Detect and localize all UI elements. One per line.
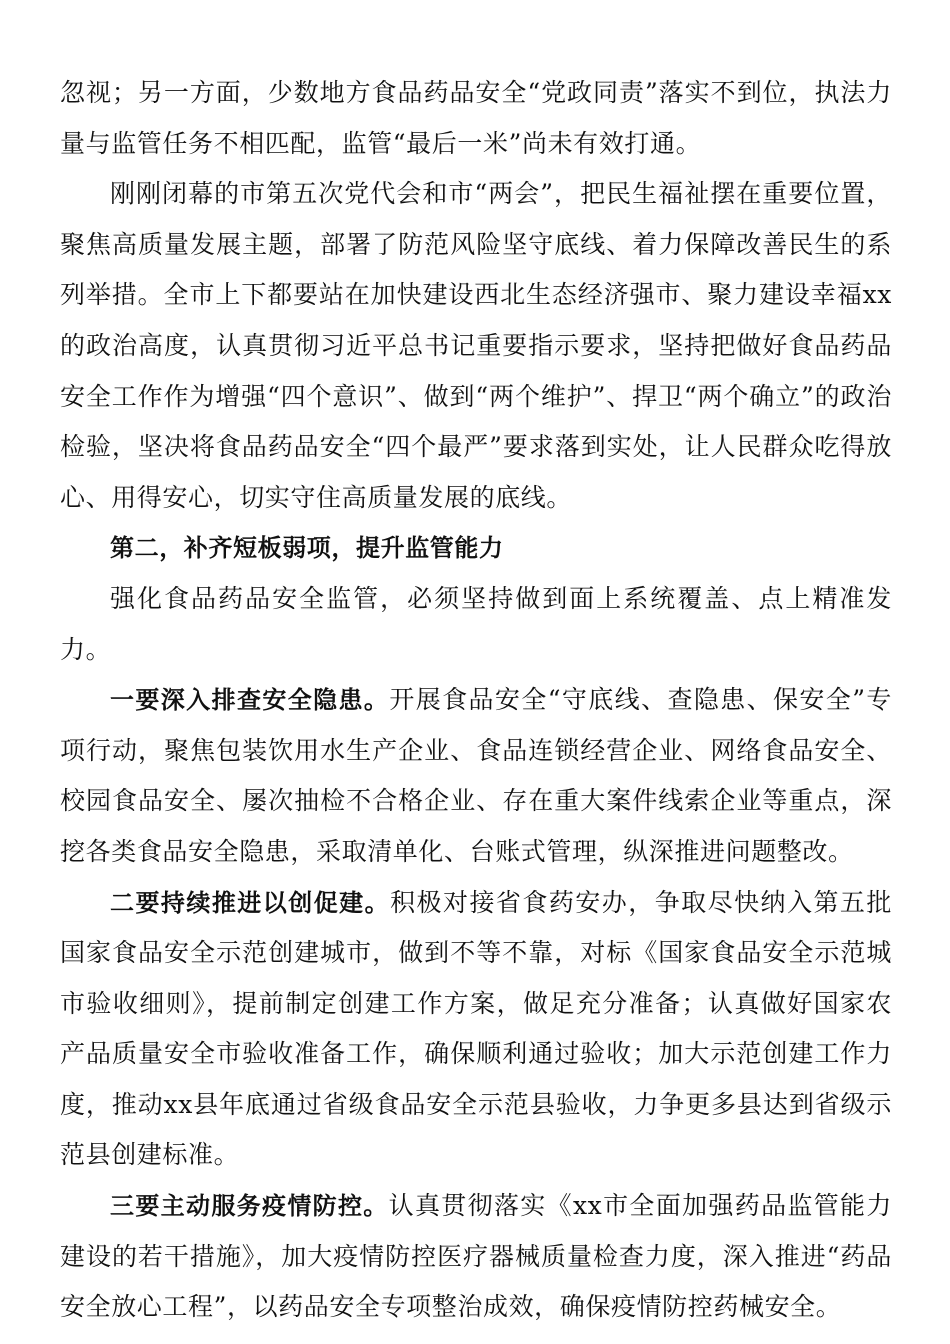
paragraph-party-congress: 刚刚闭幕的市第五次党代会和市“两会”，把民生福祉摆在重要位置，聚焦高质量发展主题，部署了防范风险坚守底线、着力保障改善民生的系列举措。全市上下都要站在加快建设西北生态经济强市、聚力建设幸福xx的政治高度，认真贯彻习近平总书记重要指示要求，坚持把做好食品药品安全工作作为增强“四个意识”、做到“两个维护”、捍卫“两个确立”的政治检验，坚决将食品药品安全“四个最严”要求落到实处，让人民群众吃得放心、用得安心，切实守住高质量发展的底线。: [60, 179, 892, 512]
item-three-lead: 三要主动服务疫情防控。: [110, 1192, 389, 1221]
section-heading-second: 第二，补齐短板弱项，提升监管能力: [110, 534, 504, 563]
item-two-body: 积极对接省食药安办，争取尽快纳入第五批国家食品安全示范创建城市，做到不等不靠，对标《国家食品安全示范城市验收细则》，提前制定创建工作方案，做足充分准备；认真做好国家农产品质量安全市验收准备工作，确保顺利通过验收；加大示范创建工作力度，推动xx县年底通过省级食品安全示范县验收，力争更多县达到省级示范县创建标准。: [60, 887, 892, 1170]
document-page: [60, 68, 892, 1333]
paragraph-supervision-intro: 强化食品药品安全监管，必须坚持做到面上系统覆盖、点上精准发力。: [60, 583, 892, 664]
item-one-body: 开展食品安全“守底线、查隐患、保安全”专项行动，聚焦包装饮用水生产企业、食品连锁经营企业、网络食品安全、校园食品安全、屡次抽检不合格企业、存在重大案件线索企业等重点，深挖各类食品安全隐患，采取清单化、台账式管理，纵深推进问题整改。: [60, 685, 892, 866]
item-one-lead: 一要深入排查安全隐患。: [110, 686, 390, 715]
item-two-lead: 二要持续推进以创促建。: [110, 888, 391, 917]
item-three-body: 认真贯彻落实《xx市全面加强药品监管能力建设的若干措施》，加大疫情防控医疗器械质量检查力度，深入推进“药品安全放心工程”，以药品安全专项整治成效，确保疫情防控药械安全。: [60, 1191, 892, 1322]
paragraph-continued: 忽视；另一方面，少数地方食品药品安全“党政同责”落实不到位，执法力量与监管任务不相匹配，监管“最后一米”尚未有效打通。: [60, 78, 892, 158]
paragraph-item-two: [60, 878, 892, 1182]
paragraph-item-three: [60, 1181, 892, 1333]
paragraph-item-one: [60, 675, 892, 877]
